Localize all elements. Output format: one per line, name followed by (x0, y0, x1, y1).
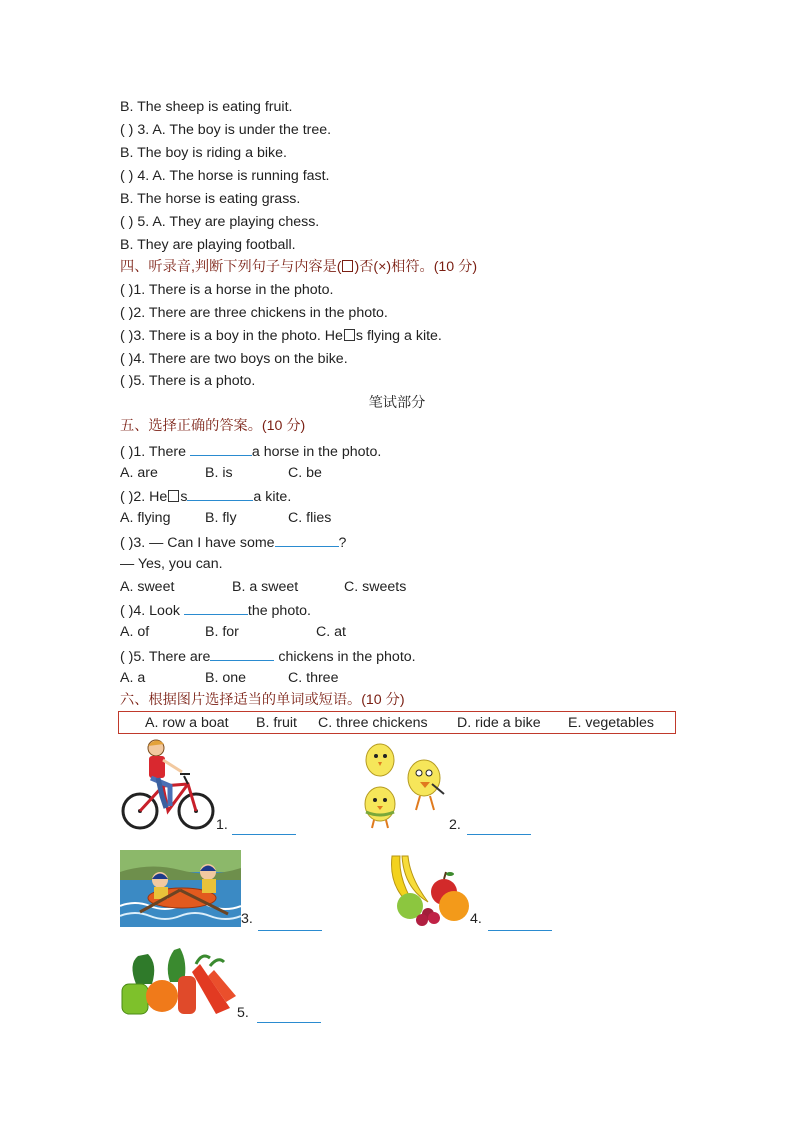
answer-blank[interactable] (190, 441, 252, 456)
q4-text-end: the photo. (247, 603, 311, 619)
option-c: C. flies (288, 510, 332, 526)
question-4 (120, 600, 311, 620)
option-b: B. is (205, 465, 233, 481)
text-line: B. The boy is riding a bike. (120, 145, 287, 161)
section-4-title-end: )否(×)相符。(10 分) (354, 259, 478, 275)
section-4-item: ( )4. There are two boys on the bike. (120, 351, 348, 367)
text-line: ( ) 3. A. The boy is under the tree. (120, 122, 332, 138)
text-line: B. They are playing football. (120, 237, 296, 253)
square-icon (344, 329, 355, 341)
option-c: C. be (288, 465, 322, 481)
word-bank-choice: D. ride a bike (457, 715, 541, 731)
picture-number: 5. (237, 1005, 249, 1021)
square-icon (342, 260, 353, 272)
q4-text-start: ( )4. Look (120, 603, 184, 619)
text-line: B. The horse is eating grass. (120, 191, 301, 207)
section-5-title: 五、选择正确的答案。(10 分) (120, 418, 306, 434)
section-4-item (120, 327, 442, 345)
section-4-item: ( )5. There is a photo. (120, 373, 256, 389)
section-4-item: ( )2. There are three chickens in the photo. (120, 305, 388, 321)
option-c: C. three (288, 670, 339, 686)
answer-blank[interactable] (257, 1021, 321, 1023)
option-b: B. a sweet (232, 579, 299, 595)
text-line: B. The sheep is eating fruit. (120, 99, 293, 115)
question-3-reply: — Yes, you can. (120, 556, 223, 572)
option-b: B. fly (205, 510, 237, 526)
option-a: A. of (120, 624, 150, 640)
option-a: A. are (120, 465, 158, 481)
section-4-item3-start: ( )3. There is a boy in the photo. He (120, 328, 343, 344)
answer-blank[interactable] (184, 600, 248, 615)
word-bank-choice: B. fruit (256, 715, 297, 731)
q1-text-end: a horse in the photo. (251, 444, 382, 460)
rowing-boat-picture (120, 850, 241, 927)
fruit-picture (384, 852, 472, 928)
option-c: C. at (316, 624, 346, 640)
option-b: B. one (205, 670, 247, 686)
option-c: C. sweets (344, 579, 407, 595)
q5-text-end: chickens in the photo. (274, 649, 416, 665)
question-1 (120, 441, 381, 461)
picture-number: 3. (241, 911, 253, 927)
q2-text-mid: s (180, 489, 188, 505)
picture-number: 2. (449, 817, 461, 833)
answer-blank[interactable] (232, 833, 296, 835)
picture-number: 1. (216, 817, 228, 833)
answer-blank[interactable] (488, 929, 552, 931)
q3-text-start: ( )3. — Can I have some (120, 535, 275, 551)
vegetables-picture (118, 944, 240, 1020)
question-3 (120, 532, 346, 552)
question-2 (120, 486, 291, 506)
answer-blank[interactable] (258, 929, 322, 931)
text-line: ( ) 4. A. The horse is running fast. (120, 168, 330, 184)
section-6-title: 六、根据图片选择适当的单词或短语。(10 分) (120, 692, 405, 708)
option-b: B. for (205, 624, 239, 640)
q3-text-end: ? (338, 535, 347, 551)
q1-text-start: ( )1. There (120, 444, 190, 460)
q2-text-end: a kite. (253, 489, 292, 505)
answer-blank[interactable] (187, 486, 253, 501)
option-a: A. a (120, 670, 146, 686)
q2-text-start: ( )2. He (120, 489, 168, 505)
written-part-title: 笔试部分 (368, 395, 426, 411)
text-line: ( ) 5. A. They are playing chess. (120, 214, 320, 230)
answer-blank[interactable] (210, 646, 274, 661)
section-4-item3-end: s flying a kite. (355, 328, 442, 344)
option-a: A. sweet (120, 579, 175, 595)
option-a: A. flying (120, 510, 171, 526)
section-4-title (120, 258, 477, 276)
q5-text-start: ( )5. There are (120, 649, 211, 665)
answer-blank[interactable] (467, 833, 531, 835)
word-bank-box (118, 711, 676, 734)
answer-blank[interactable] (275, 532, 339, 547)
boy-riding-bike-picture (118, 736, 218, 834)
word-bank-choice: A. row a boat (145, 715, 229, 731)
picture-number: 4. (470, 911, 482, 927)
word-bank-choice: E. vegetables (568, 715, 654, 731)
word-bank-choice: C. three chickens (318, 715, 428, 731)
section-4-title-start: 四、听录音,判断下列句子与内容是( (120, 259, 342, 275)
square-icon (168, 490, 179, 502)
question-5 (120, 646, 416, 666)
section-4-item: ( )1. There is a horse in the photo. (120, 282, 334, 298)
three-chickens-picture (358, 738, 450, 830)
